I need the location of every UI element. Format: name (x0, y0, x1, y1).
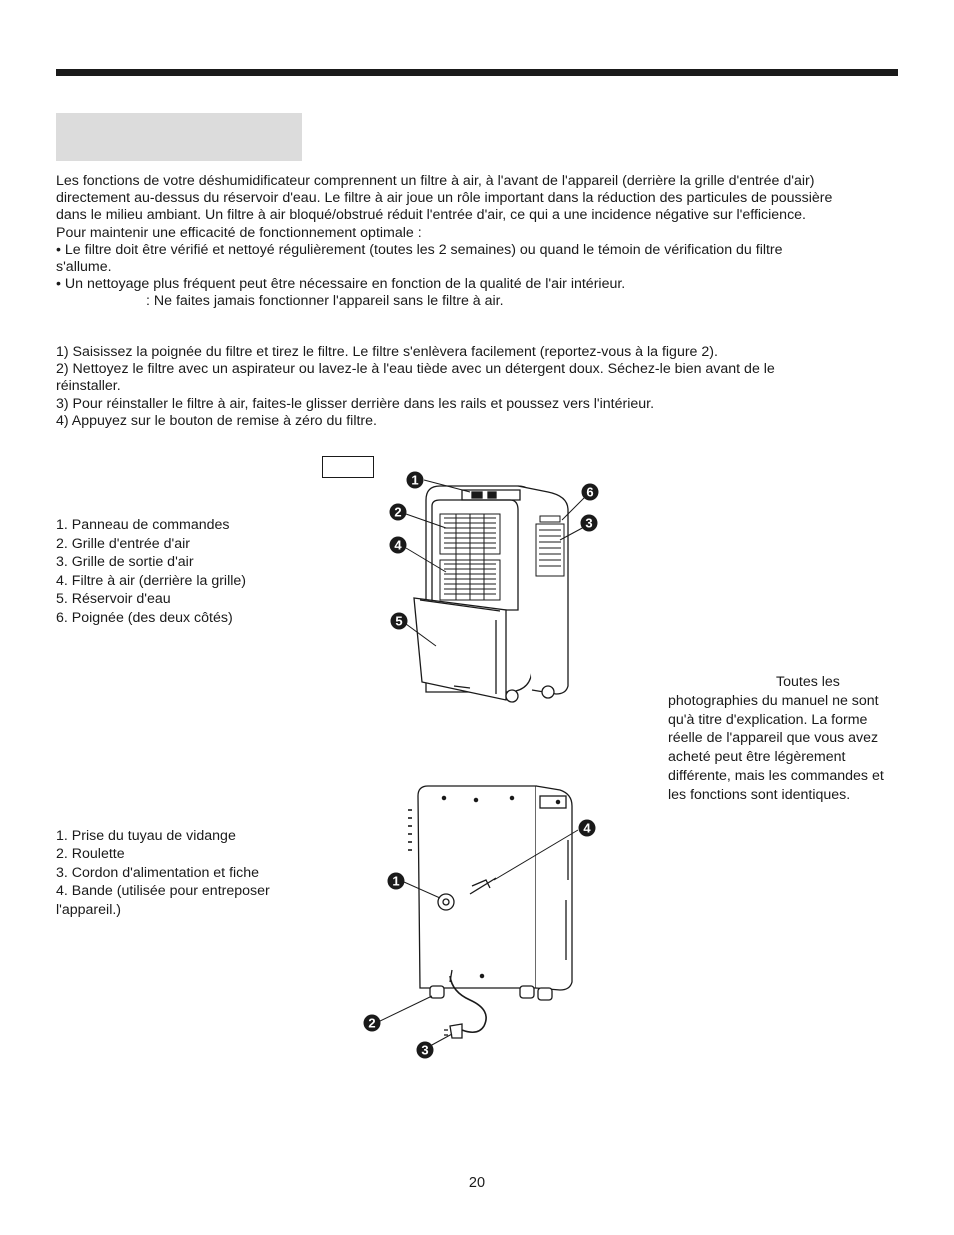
intro-line: Les fonctions de votre déshumidificateur comprennent un filtre à air, à l'avant de l'appareil (derrière la grille d'entrée d'air) (56, 173, 815, 189)
callout-label: 3 (585, 515, 593, 531)
list-item: 1. Prise du tuyau de vidange (56, 828, 236, 844)
callout-label: 2 (368, 1015, 376, 1031)
callout-label: 6 (586, 484, 594, 500)
callout-label: 1 (392, 873, 400, 889)
front-view-drawing (414, 486, 568, 702)
list-item: 4. Filtre à air (derrière la grille) (56, 572, 247, 589)
step-line: 4) Appuyez sur le bouton de remise à zéro du filtre. (56, 412, 377, 429)
list-item: 2. Grille d'entrée d'air (56, 535, 190, 552)
list-item: 3. Grille de sortie d'air (56, 554, 194, 571)
callout-label: 4 (394, 537, 402, 553)
callout-label: 1 (411, 472, 419, 488)
list-item: 2. Roulette (56, 846, 125, 863)
step-line: réinstaller. (56, 378, 121, 395)
step-line: 2) Nettoyez le filtre avec un aspirateur ou lavez-le à l'eau tiède avec un détergent doux. Séchez-le bien avant de le (56, 361, 775, 378)
list-item: 6. Poignée (des deux côtés) (56, 609, 233, 626)
step-line: 1) Saisissez la poignée du filtre et tirez le filtre. Le filtre s'enlèvera facilement (reportez-vous à la figure 2). (56, 344, 718, 360)
intro-line: • Un nettoyage plus fréquent peut être nécessaire en fonction de la qualité de l'air intérieur. (56, 276, 626, 293)
list-item: 1. Panneau de commandes (56, 517, 230, 533)
intro-line: • Le filtre doit être vérifié et nettoyé régulièrement (toutes les 2 semaines) ou quand le témoin de vérification du filtre (56, 241, 783, 258)
callout-label: 5 (395, 613, 403, 629)
callout-label: 4 (583, 820, 591, 836)
callout-label: 2 (394, 504, 402, 520)
intro-line: s'allume. (56, 259, 112, 276)
list-item: 3. Cordon d'alimentation et fiche (56, 864, 260, 881)
note-body: photographies du manuel ne sont qu'à titre d'explication. La forme réelle de l'appareil que vous avez acheté peut être légèrement différente, mais les commandes et les fonctions sont identiques. (668, 692, 884, 803)
intro-line: directement au-dessus du réservoir d'eau. Le filtre à air joue un rôle important dans la réduction des particules de poussière (56, 190, 833, 207)
intro-line: dans le milieu ambiant. Un filtre à air bloqué/obstrué réduit l'entrée d'air, ce qui a une incidence négative sur l'efficience. (56, 207, 806, 224)
callout-label: 3 (421, 1042, 429, 1058)
rear-view-drawing (408, 786, 572, 1038)
page-number: 20 (468, 1175, 486, 1191)
list-item: 4. Bande (utilisée pour entreposer (56, 883, 270, 900)
note-lead: Toutes les (776, 674, 840, 690)
list-item: 5. Réservoir d'eau (56, 591, 171, 608)
warning-line: : Ne faites jamais fonctionner l'appareil sans le filtre à air. (146, 293, 504, 310)
step-line: 3) Pour réinstaller le filtre à air, faites-le glisser derrière dans les rails et poussez vers l'intérieur. (56, 395, 655, 412)
intro-line: Pour maintenir une efficacité de fonctionnement optimale : (56, 224, 422, 241)
list-item: l'appareil.) (56, 901, 122, 918)
